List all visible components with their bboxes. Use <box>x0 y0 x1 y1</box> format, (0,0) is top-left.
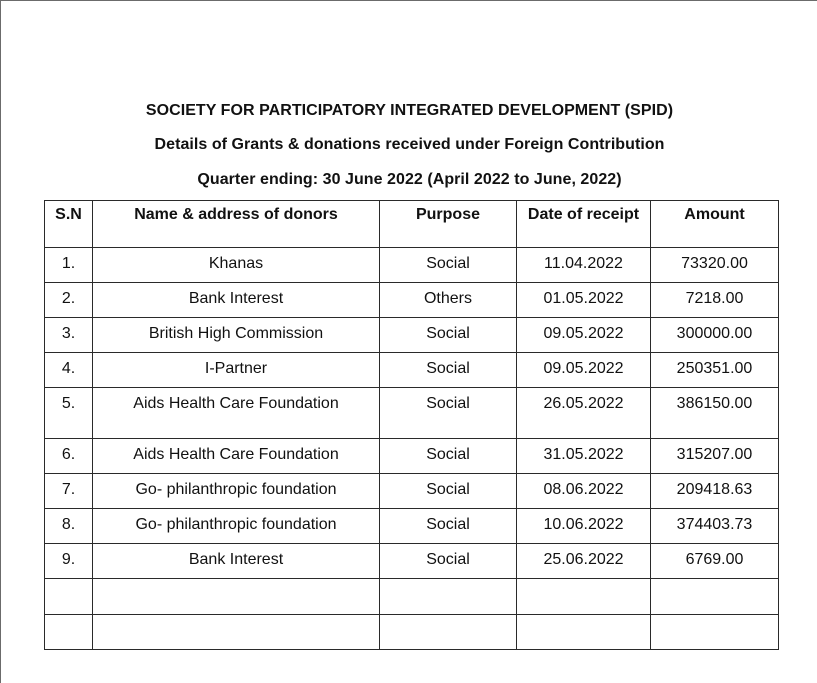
cell-purpose: Social <box>380 388 517 439</box>
cell-name: Bank Interest <box>93 544 380 579</box>
cell-empty <box>45 615 93 650</box>
cell-amount: 386150.00 <box>651 388 779 439</box>
cell-purpose: Social <box>380 509 517 544</box>
header-date: Date of receipt <box>517 201 651 248</box>
cell-name: Go- philanthropic foundation <box>93 474 380 509</box>
header-sn: S.N <box>45 201 93 248</box>
cell-date: 11.04.2022 <box>517 248 651 283</box>
cell-sn: 7. <box>45 474 93 509</box>
cell-sn: 6. <box>45 439 93 474</box>
cell-date: 10.06.2022 <box>517 509 651 544</box>
cell-purpose: Social <box>380 474 517 509</box>
cell-sn: 4. <box>45 353 93 388</box>
table-row <box>45 353 779 388</box>
table-row-empty <box>45 615 779 650</box>
table-header-row <box>45 201 779 248</box>
table-row <box>45 474 779 509</box>
cell-purpose: Social <box>380 439 517 474</box>
cell-amount: 73320.00 <box>651 248 779 283</box>
cell-name: Aids Health Care Foundation <box>93 388 380 439</box>
cell-purpose: Social <box>380 318 517 353</box>
table-row <box>45 439 779 474</box>
table-row <box>45 388 779 439</box>
table-row <box>45 283 779 318</box>
cell-name: I-Partner <box>93 353 380 388</box>
cell-purpose: Social <box>380 248 517 283</box>
cell-purpose: Social <box>380 544 517 579</box>
cell-amount: 6769.00 <box>651 544 779 579</box>
cell-empty <box>45 579 93 615</box>
cell-purpose: Others <box>380 283 517 318</box>
table-row <box>45 509 779 544</box>
header-purpose: Purpose <box>380 201 517 248</box>
cell-sn: 3. <box>45 318 93 353</box>
cell-amount: 315207.00 <box>651 439 779 474</box>
cell-date: 01.05.2022 <box>517 283 651 318</box>
table-row-empty <box>45 579 779 615</box>
cell-sn: 8. <box>45 509 93 544</box>
quarter-line: Quarter ending: 30 June 2022 (April 2022 to June, 2022) <box>197 171 622 188</box>
cell-sn: 5. <box>45 388 93 439</box>
cell-date: 25.06.2022 <box>517 544 651 579</box>
cell-purpose: Social <box>380 353 517 388</box>
cell-sn: 9. <box>45 544 93 579</box>
table-row <box>45 248 779 283</box>
cell-name: British High Commission <box>93 318 380 353</box>
cell-date: 09.05.2022 <box>517 353 651 388</box>
table-row <box>45 544 779 579</box>
cell-amount: 250351.00 <box>651 353 779 388</box>
cell-empty <box>380 579 517 615</box>
cell-sn: 1. <box>45 248 93 283</box>
cell-name: Khanas <box>93 248 380 283</box>
cell-name: Go- philanthropic foundation <box>93 509 380 544</box>
cell-empty <box>651 615 779 650</box>
cell-amount: 374403.73 <box>651 509 779 544</box>
cell-empty <box>651 579 779 615</box>
cell-amount: 209418.63 <box>651 474 779 509</box>
header-amount: Amount <box>651 201 779 248</box>
cell-date: 31.05.2022 <box>517 439 651 474</box>
cell-name: Bank Interest <box>93 283 380 318</box>
table-row <box>45 318 779 353</box>
cell-amount: 300000.00 <box>651 318 779 353</box>
cell-date: 26.05.2022 <box>517 388 651 439</box>
grants-table <box>44 200 779 650</box>
header-name: Name & address of donors <box>93 201 380 248</box>
cell-date: 08.06.2022 <box>517 474 651 509</box>
cell-empty <box>93 579 380 615</box>
cell-name: Aids Health Care Foundation <box>93 439 380 474</box>
cell-empty <box>380 615 517 650</box>
cell-sn: 2. <box>45 283 93 318</box>
document-title: SOCIETY FOR PARTICIPATORY INTEGRATED DEVELOPMENT (SPID) <box>145 102 674 119</box>
cell-date: 09.05.2022 <box>517 318 651 353</box>
cell-empty <box>93 615 380 650</box>
cell-amount: 7218.00 <box>651 283 779 318</box>
document-subtitle: Details of Grants & donations received under Foreign Contribution <box>154 136 665 153</box>
cell-empty <box>517 579 651 615</box>
cell-empty <box>517 615 651 650</box>
